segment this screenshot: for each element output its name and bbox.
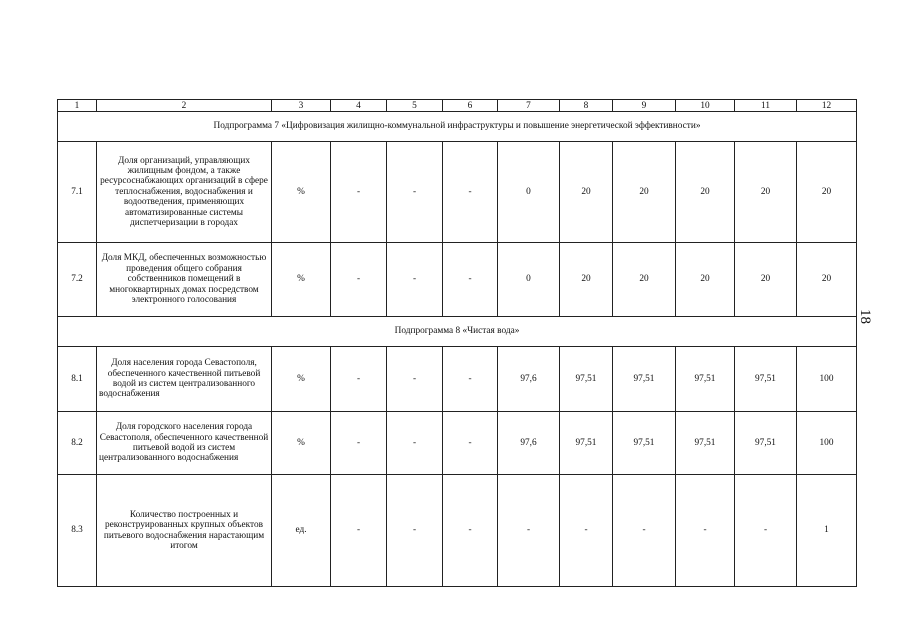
value-cell: -	[387, 347, 443, 412]
unit-cell: ед.	[272, 475, 331, 587]
value-cell: 20	[676, 142, 735, 243]
unit-cell: %	[272, 412, 331, 475]
section-row	[58, 112, 857, 142]
page-number: 18	[857, 309, 873, 324]
value-cell: -	[443, 347, 498, 412]
value-cell: 0	[498, 243, 560, 317]
value-cell: -	[443, 412, 498, 475]
value-cell: -	[613, 475, 676, 587]
table-row	[58, 412, 857, 475]
value-cell: -	[498, 475, 560, 587]
value-cell: -	[735, 475, 797, 587]
value-cell: 97,51	[613, 412, 676, 475]
column-number: 5	[387, 100, 443, 112]
indicator-description: Доля населения города Севастополя, обеспеченного качественной питьевой водой из систем централизованного водоснабжения	[97, 347, 272, 412]
section-row	[58, 317, 857, 347]
row-number: 8.2	[58, 412, 97, 475]
value-cell: 20	[735, 142, 797, 243]
column-number: 1	[58, 100, 97, 112]
column-numbers-row	[58, 100, 857, 112]
column-number: 6	[443, 100, 498, 112]
value-cell: -	[387, 475, 443, 587]
value-cell: -	[331, 347, 387, 412]
value-cell: -	[331, 412, 387, 475]
row-number: 7.2	[58, 243, 97, 317]
unit-cell: %	[272, 347, 331, 412]
column-number: 2	[97, 100, 272, 112]
value-cell: 97,51	[735, 412, 797, 475]
value-cell: 97,6	[498, 412, 560, 475]
value-cell: 97,51	[560, 347, 613, 412]
value-cell: 97,51	[735, 347, 797, 412]
indicators-table	[57, 99, 857, 587]
row-number: 7.1	[58, 142, 97, 243]
value-cell: 100	[797, 412, 857, 475]
value-cell: -	[676, 475, 735, 587]
table-row	[58, 347, 857, 412]
value-cell: 0	[498, 142, 560, 243]
column-number: 4	[331, 100, 387, 112]
value-cell: 20	[560, 142, 613, 243]
value-cell: -	[387, 243, 443, 317]
table-row	[58, 475, 857, 587]
indicator-description: Доля организаций, управляющих жилищным фондом, а также ресурсоснабжающих организаций в сфере теплоснабжения, водоснабжения и водоотведения, применяющих автоматизированные системы диспетчеризации в городах	[97, 142, 272, 243]
table-row	[58, 142, 857, 243]
value-cell: 20	[797, 243, 857, 317]
value-cell: 20	[676, 243, 735, 317]
table-row	[58, 243, 857, 317]
subprogram-8-title: Подпрограмма 8 «Чистая вода»	[58, 317, 857, 347]
value-cell: 20	[560, 243, 613, 317]
value-cell: 97,6	[498, 347, 560, 412]
value-cell: -	[443, 243, 498, 317]
indicator-description: Количество построенных и реконструированных крупных объектов питьевого водоснабжения нарастающим итогом	[97, 475, 272, 587]
value-cell: -	[331, 475, 387, 587]
value-cell: 97,51	[613, 347, 676, 412]
column-number: 11	[735, 100, 797, 112]
value-cell: 20	[797, 142, 857, 243]
column-number: 12	[797, 100, 857, 112]
unit-cell: %	[272, 142, 331, 243]
column-number: 3	[272, 100, 331, 112]
row-number: 8.1	[58, 347, 97, 412]
value-cell: 20	[735, 243, 797, 317]
indicator-description: Доля МКД, обеспеченных возможностью проведения общего собрания собственников помещений в многоквартирных домах посредством электронного голосования	[97, 243, 272, 317]
value-cell: 97,51	[560, 412, 613, 475]
value-cell: -	[560, 475, 613, 587]
value-cell: -	[331, 142, 387, 243]
column-number: 8	[560, 100, 613, 112]
column-number: 9	[613, 100, 676, 112]
value-cell: 97,51	[676, 412, 735, 475]
value-cell: 100	[797, 347, 857, 412]
value-cell: -	[331, 243, 387, 317]
row-number: 8.3	[58, 475, 97, 587]
column-number: 10	[676, 100, 735, 112]
unit-cell: %	[272, 243, 331, 317]
value-cell: -	[387, 142, 443, 243]
subprogram-7-title: Подпрограмма 7 «Цифровизация жилищно-коммунальной инфраструктуры и повышение энергетической эффективности»	[58, 112, 857, 142]
value-cell: -	[443, 142, 498, 243]
value-cell: -	[387, 412, 443, 475]
column-number: 7	[498, 100, 560, 112]
value-cell: 20	[613, 142, 676, 243]
value-cell: -	[443, 475, 498, 587]
value-cell: 1	[797, 475, 857, 587]
value-cell: 20	[613, 243, 676, 317]
indicator-description: Доля городского населения города Севастополя, обеспеченного качественной питьевой водой из систем централизованного водоснабжения	[97, 412, 272, 475]
value-cell: 97,51	[676, 347, 735, 412]
